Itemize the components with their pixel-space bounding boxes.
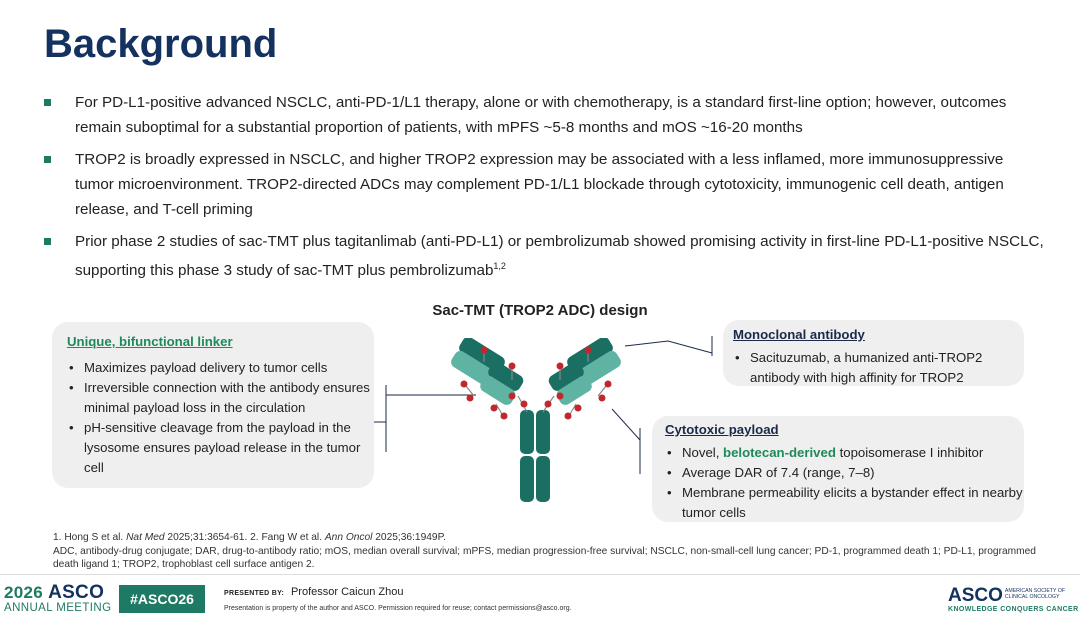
logo-year: 2026 (4, 583, 44, 602)
logo-society-line: CLINICAL ONCOLOGY (1004, 594, 1060, 600)
antibody-stem (520, 410, 550, 502)
journal-name: Ann Oncol (324, 532, 373, 543)
logo-row (4, 582, 111, 604)
mab-heading: Monoclonal antibody (733, 327, 865, 342)
citation-text: 2025;31:3654-61. 2. Fang W et al. (164, 532, 325, 543)
journal-name: Nat Med (126, 532, 165, 543)
list-item: • Average DAR of 7.4 (range, 7–8) (665, 463, 1024, 483)
footer-divider (0, 574, 1080, 575)
references (53, 531, 1063, 572)
mab-connector-line (625, 341, 712, 353)
presenter-line (224, 586, 403, 598)
citation-line (53, 531, 1063, 545)
list-item: • Sacituzumab, a humanized anti-TROP2 antibody with high affinity for TROP2 (733, 348, 1024, 388)
list-item: • Maximizes payload delivery to tumor cells (67, 358, 374, 378)
presented-by-label: PRESENTED BY: (224, 590, 285, 597)
list-item: • Membrane permeability elicits a bystander effect in nearby tumor cells (665, 483, 1024, 523)
bullet-text: For PD-L1-positive advanced NSCLC, anti-PD-1/L1 therapy, alone or with chemotherapy, is a standard first-line option; however, outcomes remain suboptimal for a substantial proportion of patients, with mPFS ~5-8 months and mOS ~16-20 months (75, 94, 1007, 136)
reference-superscript: 1,2 (493, 261, 506, 271)
citation-text: 1. Hong S et al. (53, 532, 127, 543)
payload-heading: Cytotoxic payload (665, 422, 779, 437)
linker-heading: Unique, bifunctional linker (67, 334, 233, 349)
asco-society-logo (948, 585, 1079, 613)
cytotoxic-payload-callout-box (652, 416, 1024, 522)
asco-annual-meeting-logo (4, 582, 111, 614)
logo-asco: ASCO (48, 582, 105, 603)
belotecan-highlight: belotecan-derived (723, 445, 836, 460)
mab-list (733, 348, 1024, 388)
logo-society (1005, 588, 1065, 600)
bullet-text: Prior phase 2 studies of sac-TMT plus tagitanlimab (anti-PD-L1) or pembrolizumab showed promising activity in first-line PD-L1-positive NSCLC, supporting this phase 3 study of sac-TMT plus pembrolizumab (75, 233, 1044, 280)
antibody-drug-conjugate-illustration (436, 338, 636, 508)
citation-text: 2025;36:1949P. (372, 532, 446, 543)
logo-top (948, 585, 1079, 607)
bullet-text: TROP2 is broadly expressed in NSCLC, and higher TROP2 expression may be associated with a less inflamed, more immunosuppressive tumor microenvironment. TROP2-directed ADCs may complement PD-1/L1 blockade through cytotoxicity, immunogenic cell death, antigen release, and T-cell priming (75, 151, 1004, 218)
page-title: Background (44, 22, 278, 66)
monoclonal-antibody-callout-box (723, 320, 1024, 386)
design-title: Sac-TMT (TROP2 ADC) design (432, 302, 648, 319)
list-item: • pH-sensitive cleavage from the payload in the lysosome ensures payload release in the tumor cell (67, 418, 374, 478)
presenter-name: Professor Caicun Zhou (290, 586, 404, 598)
logo-brand: ASCO (948, 585, 1003, 606)
permission-notice: Presentation is property of the author and ASCO. Permission required for reuse; contact permissions@asco.org. (224, 605, 572, 612)
payload-list (665, 443, 1024, 523)
list-item: • Irreversible connection with the antibody ensures minimal payload loss in the circulation (67, 378, 374, 418)
payload-item1-suffix: topoisomerase I inhibitor (835, 445, 984, 460)
list-item (665, 443, 1024, 463)
abbreviations: ADC, antibody-drug conjugate; DAR, drug-to-antibody ratio; mOS, median overall survival; mPFS, median progression-free survival; NSCLC, non-small-cell lung cancer; PD-1, programmed death 1; PD-L1, programmed death ligand 1; TROP2, trophoblast cell surface antigen 2. (53, 545, 1036, 570)
linker-list (67, 358, 374, 478)
hashtag-badge: #ASCO26 (119, 585, 205, 613)
logo-tagline: KNOWLEDGE CONQUERS CANCER (948, 606, 1079, 613)
logo-annual-meeting: ANNUAL MEETING (4, 602, 112, 614)
logo-society-line: AMERICAN SOCIETY OF (1004, 588, 1066, 594)
payload-item1-prefix: Novel, (682, 445, 724, 460)
linker-callout-box (52, 322, 374, 488)
